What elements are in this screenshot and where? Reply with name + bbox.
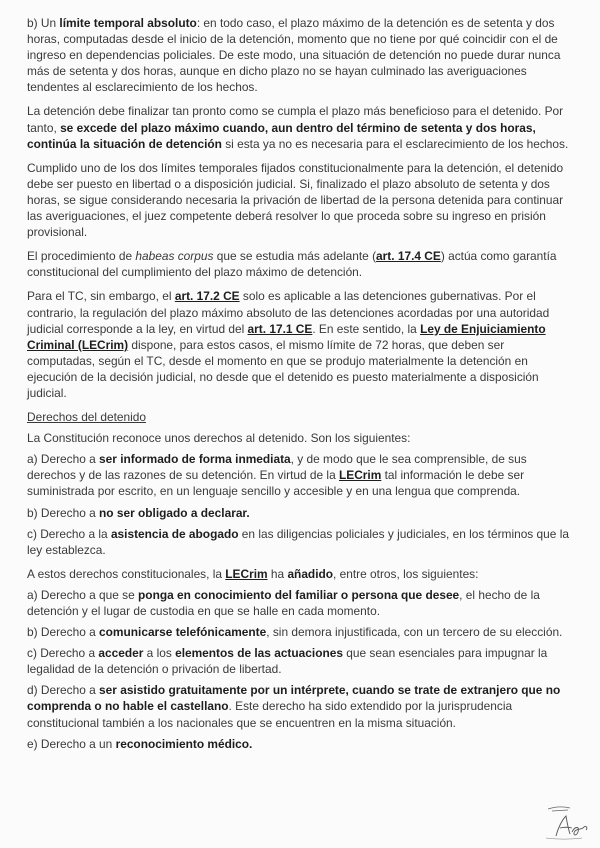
link-art-17-2-ce[interactable]: art. 17.2 CE: [174, 289, 240, 304]
paragraph-plazo-beneficioso: La detención debe finalizar tan pronto como se cumpla el plazo más beneficioso para el detenido. Por tanto, se excede del plazo máximo cuando, aun dentro del término de setenta y dos horas, continúa la situación de detención si esta ya no es necesaria para el esclarecimiento de los hechos.: [27, 104, 569, 151]
list-item-no-declarar: b) Derecho a no ser obligado a declarar.: [27, 505, 250, 520]
list-item-reconocimiento-medico: e) Derecho a un reconocimiento médico.: [27, 736, 253, 751]
list-item-asistencia-abogado: c) Derecho a la asistencia de abogado en las diligencias policiales y judiciales, en los términos que la ley establezca.: [27, 526, 569, 557]
list-item-interprete: d) Derecho a ser asistido gratuitamente por un intérprete, cuando se trate de extranjero que no comprenda o no hable el castellano. Este derecho ha sido extendido por la jurisprudencia constitucional también a los nacionales que se encuentren en la misma situación.: [27, 683, 561, 730]
handwritten-signature-icon: [542, 802, 594, 842]
list-item-derecho-informacion: a) Derecho a ser informado de forma inmediata, y de modo que le sea comprensible, de sus derechos y de las razones de su detención. En virtud de la LECrim tal información le debe ser suministrada por escrito, en un lenguaje sencillo y accesible y en una lengua que comprenda.: [27, 452, 527, 499]
paragraph-derechos-intro: La Constitución reconoce unos derechos al detenido. Son los siguientes:: [27, 431, 411, 446]
link-art-17-4-ce[interactable]: art. 17.4 CE: [376, 249, 441, 264]
list-item-acceso-actuaciones: c) Derecho a acceder a los elementos de las actuaciones que sean esenciales para impugnar la legalidad de la detención o privación de libertad.: [27, 646, 548, 677]
list-item-aviso-familiar: a) Derecho a que se ponga en conocimiento del familiar o persona que desee, el hecho de la detención y el lugar de custodia en que se halle en cada momento.: [27, 587, 540, 618]
link-lecrim[interactable]: LECrim: [339, 468, 382, 483]
document-body: [27, 15, 575, 757]
link-art-17-1-ce[interactable]: art. 17.1 CE: [247, 321, 313, 336]
link-lecrim[interactable]: LECrim: [225, 566, 268, 581]
link-lecrim-full[interactable]: Ley de Enjuiciamiento Criminal (LECrim): [27, 321, 546, 352]
paragraph-limites-cumplidos: Cumplido uno de los dos límites temporales fijados constitucionalmente para la detención, el detenido debe ser puesto en libertad o a disposición judicial. Si, finalizado el plazo absoluto de setenta y dos horas, se sigue considerando necesaria la privación de libertad de la persona detenida para continuar las averiguaciones, el juez competente deberá resolver lo que proceda sobre su ingreso en prisión provisional.: [27, 160, 564, 240]
list-item-comunicacion-telefonica: b) Derecho a comunicarse telefónicamente, sin demora injustificada, con un tercero de su elección.: [27, 625, 563, 640]
paragraph-limite-absoluto: b) Un límite temporal absoluto: en todo caso, el plazo máximo de la detención es de setenta y dos horas, computadas desde el inicio de la detención, momento que no tiene por qué coincidir con el de ingreso en dependencias policiales. De este modo, una situación de detención no puede durar nunca más de setenta y dos horas, aunque en dicho plazo no se hayan culminado las averiguaciones tendentes al esclarecimiento de los hechos.: [27, 16, 561, 95]
paragraph-habeas-corpus: El procedimiento de habeas corpus que se estudia más adelante (art. 17.4 CE) actúa como garantía constitucional del cumplimiento del plazo máximo de detención.: [27, 249, 557, 280]
section-heading-derechos[interactable]: Derechos del detenido: [27, 410, 146, 425]
paragraph-lecrim-anadido: A estos derechos constitucionales, la LECrim ha añadido, entre otros, los siguientes:: [27, 566, 479, 581]
paragraph-tc-detenciones: Para el TC, sin embargo, el art. 17.2 CE solo es aplicable a las detenciones gubernativas. Por el contrario, la regulación del plazo máximo absoluto de las detenciones acordadas por una autoridad judicial corresponde a la ley, en virtud del art. 17.1 CE. En este sentido, la Ley de Enjuiciamiento Criminal (LECrim) dispone, para estos casos, el mismo límite de 72 horas, que deben ser computadas, según el TC, desde el momento en que se produjo materialmente la detención en ejecución de la decisión judicial, no desde que el detenido es puesto materialmente a disposición judicial.: [27, 289, 550, 400]
